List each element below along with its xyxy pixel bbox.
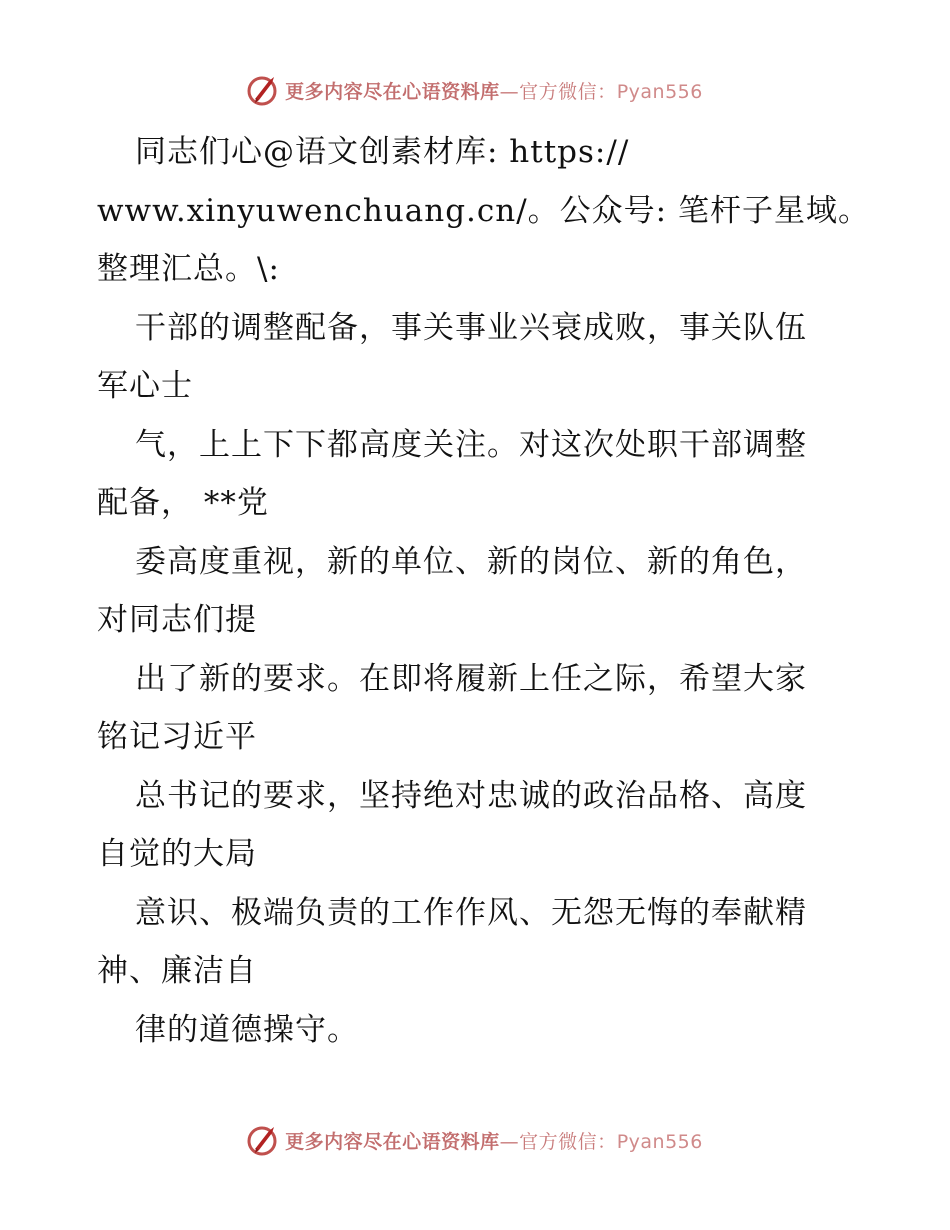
text-line: 委高度重视，新的单位、新的岗位、新的角色， — [135, 543, 807, 580]
pen-logo-icon — [247, 1123, 281, 1157]
text-line: 铭记习近平 — [97, 719, 257, 755]
watermark-wechat-label: 官方微信： — [519, 1130, 617, 1153]
text-line: 自觉的大局 — [97, 836, 257, 872]
watermark-main-text: 更多内容尽在心语资料库 — [285, 80, 500, 103]
watermark-wechat-label: 官方微信： — [519, 80, 617, 103]
text-line: 出了新的要求。在即将履新上任之际，希望大家 — [135, 660, 807, 697]
watermark-dash: — — [499, 80, 520, 103]
text-line: 配备， **党 — [97, 485, 269, 521]
watermark-main-text: 更多内容尽在心语资料库 — [285, 1130, 500, 1153]
watermark-text — [285, 77, 703, 104]
text-line: 整理汇总。\: — [97, 251, 280, 287]
header-watermark — [0, 70, 950, 110]
watermark-wechat-id: Pyan556 — [616, 1130, 703, 1153]
text-line: 意识、极端负责的工作作风、无怨无悔的奉献精 — [135, 894, 807, 931]
text-line: 气，上上下下都高度关注。对这次处职干部调整 — [135, 426, 807, 463]
document-body — [97, 123, 870, 1059]
text-line: 神、廉洁自 — [97, 953, 257, 989]
text-line: 同志们心@语文创素材库: https:// — [135, 134, 630, 170]
text-line: 军心士 — [97, 368, 193, 404]
watermark-wechat-id: Pyan556 — [616, 80, 703, 103]
text-line: 对同志们提 — [97, 602, 257, 638]
pen-logo-icon — [247, 73, 281, 107]
text-line: 干部的调整配备，事关事业兴衰成败，事关队伍 — [135, 309, 807, 346]
text-line: www.xinyuwenchuang.cn/。公众号: 笔杆子星域。 — [97, 192, 870, 229]
text-line: 总书记的要求，坚持绝对忠诚的政治品格、高度 — [135, 777, 807, 814]
watermark-text — [285, 1127, 703, 1154]
footer-watermark — [0, 1120, 950, 1160]
watermark-dash: — — [499, 1130, 520, 1153]
text-line: 律的道德操守。 — [135, 1011, 359, 1048]
